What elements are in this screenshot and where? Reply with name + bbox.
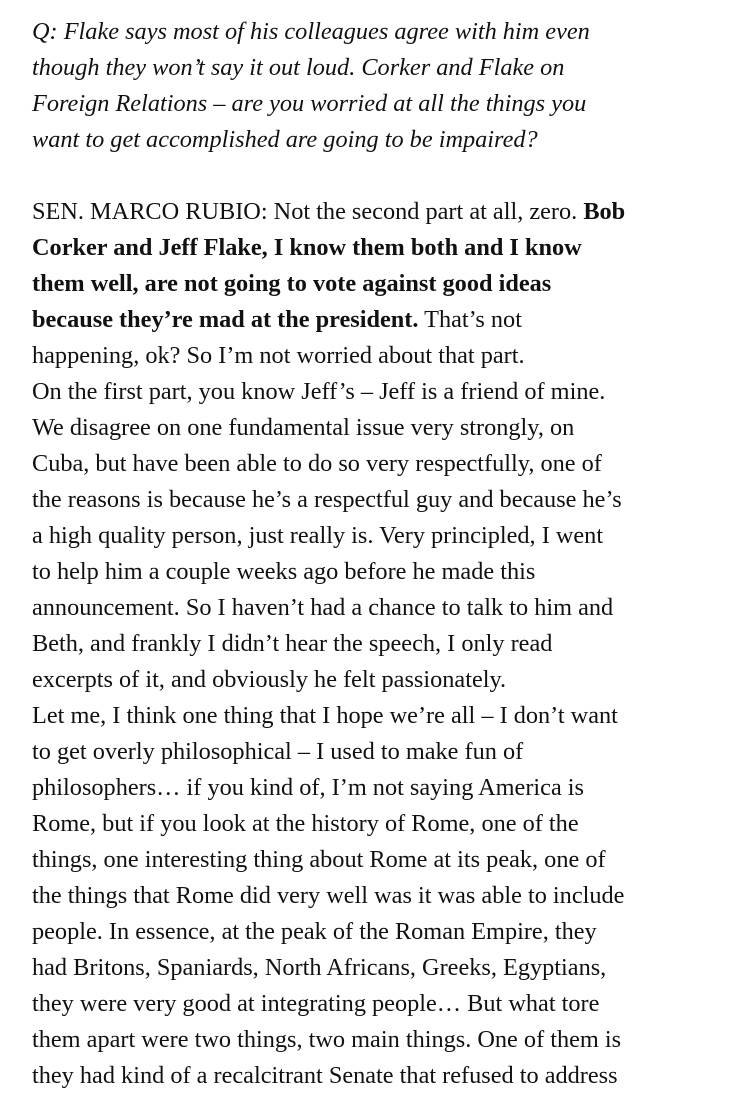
- answer-line: [32, 986, 732, 1022]
- question-line: though they won’t say it out loud. Corker and Flake on: [32, 54, 565, 81]
- answer-line: [32, 842, 732, 878]
- text-segment: the reasons is because he’s a respectful guy and because he’s: [32, 486, 622, 513]
- answer-line: [32, 194, 732, 230]
- text-segment: philosophers… if you kind of, I’m not saying America is: [32, 774, 585, 801]
- text-segment: announcement. So I haven’t had a chance to talk to him and: [32, 594, 614, 621]
- answer-line: [32, 482, 732, 518]
- bold-text-segment: Bob: [583, 198, 626, 225]
- answer-line: [32, 734, 732, 770]
- text-segment: people. In essence, at the peak of the Roman Empire, they: [32, 918, 597, 945]
- bold-text-segment: because they’re mad at the president.: [32, 306, 419, 333]
- question-paragraph: [32, 14, 732, 158]
- answer-line: [32, 626, 732, 662]
- answer-line: [32, 230, 732, 266]
- text-segment: the things that Rome did very well was it was able to include: [32, 882, 625, 909]
- answer-paragraph: [32, 194, 732, 1094]
- bold-text-segment: Corker and Jeff Flake, I know them both and I know: [32, 234, 582, 261]
- text-segment: Rome, but if you look at the history of Rome, one of the: [32, 810, 579, 837]
- question-line: want to get accomplished are going to be impaired?: [32, 126, 538, 153]
- answer-line: [32, 590, 732, 626]
- question-line: Q: Flake says most of his colleagues agree with him even: [32, 18, 590, 45]
- text-segment: them apart were two things, two main things. One of them is: [32, 1026, 622, 1053]
- answer-line: [32, 446, 732, 482]
- answer-line: [32, 518, 732, 554]
- text-segment: had Britons, Spaniards, North Africans, Greeks, Egyptians,: [32, 954, 607, 981]
- bold-text-segment: them well, are not going to vote against good ideas: [32, 270, 552, 297]
- answer-line: [32, 878, 732, 914]
- text-segment: happening, ok? So I’m not worried about that part.: [32, 342, 525, 369]
- text-segment: SEN. MARCO RUBIO: Not the second part at all, zero.: [32, 198, 584, 225]
- text-segment: On the first part, you know Jeff’s – Jeff is a friend of mine.: [32, 378, 606, 405]
- answer-line: [32, 662, 732, 698]
- answer-line: [32, 302, 732, 338]
- answer-line: [32, 914, 732, 950]
- text-segment: to help him a couple weeks ago before he made this: [32, 558, 536, 585]
- answer-line: [32, 266, 732, 302]
- text-segment: they were very good at integrating people… But what tore: [32, 990, 600, 1017]
- answer-line: [32, 1058, 732, 1094]
- question-line: Foreign Relations – are you worried at all the things you: [32, 90, 587, 117]
- text-segment: Cuba, but have been able to do so very respectfully, one of: [32, 450, 602, 477]
- answer-line: [32, 338, 732, 374]
- text-segment: Beth, and frankly I didn’t hear the speech, I only read: [32, 630, 553, 657]
- text-segment: That’s not: [418, 306, 522, 333]
- text-segment: excerpts of it, and obviously he felt passionately.: [32, 666, 507, 693]
- text-segment: they had kind of a recalcitrant Senate that refused to address: [32, 1062, 618, 1089]
- text-segment: to get overly philosophical – I used to make fun of: [32, 738, 524, 765]
- transcript-page: [32, 14, 732, 1094]
- text-segment: We disagree on one fundamental issue very strongly, on: [32, 414, 575, 441]
- answer-line: [32, 950, 732, 986]
- answer-line: [32, 698, 732, 734]
- answer-line: [32, 554, 732, 590]
- text-segment: a high quality person, just really is. Very principled, I went: [32, 522, 604, 549]
- answer-line: [32, 1022, 732, 1058]
- text-segment: Let me, I think one thing that I hope we’re all – I don’t want: [32, 702, 618, 729]
- answer-line: [32, 374, 732, 410]
- text-segment: things, one interesting thing about Rome at its peak, one of: [32, 846, 606, 873]
- answer-line: [32, 770, 732, 806]
- answer-line: [32, 806, 732, 842]
- answer-line: [32, 410, 732, 446]
